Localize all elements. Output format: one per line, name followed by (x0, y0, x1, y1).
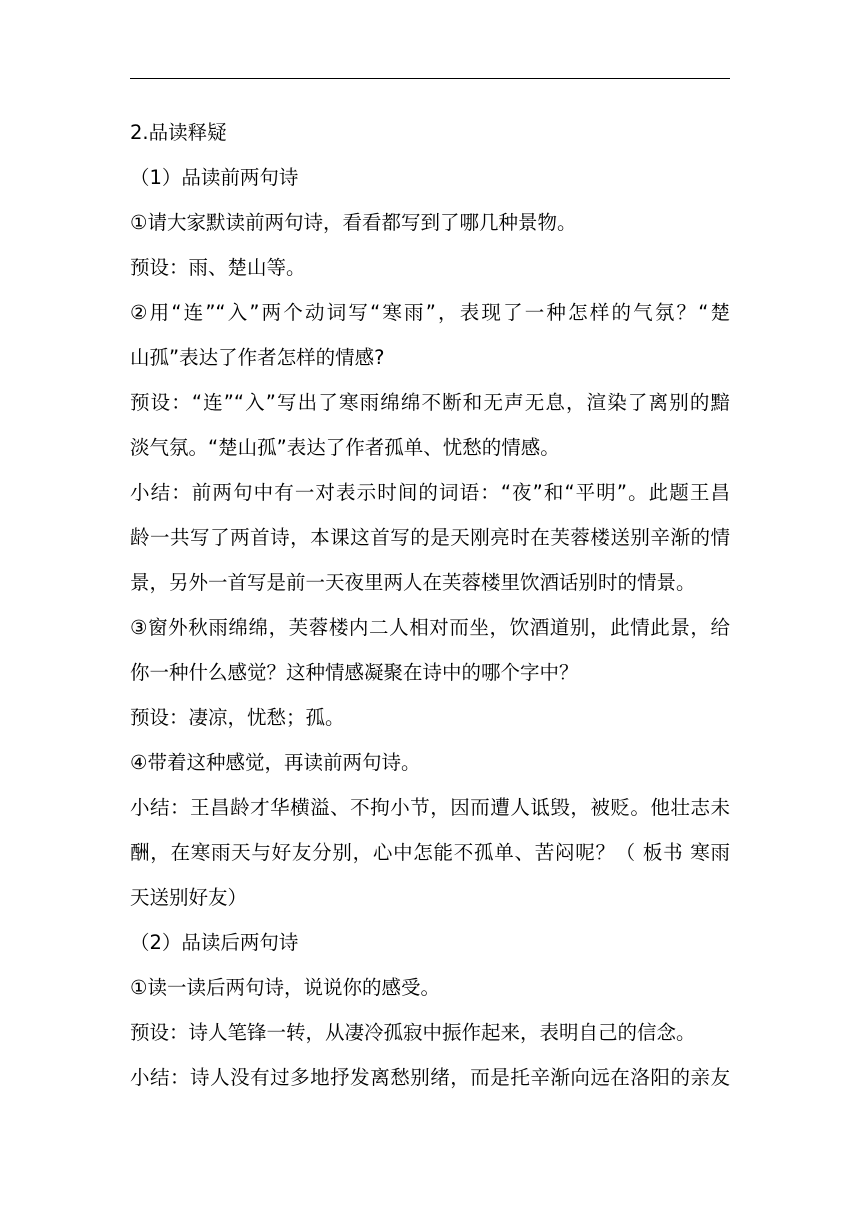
header-rule (130, 78, 730, 79)
paragraph-line: ①读一读后两句诗，说说你的感受。 (130, 976, 440, 999)
document-body (130, 110, 730, 1100)
paragraph-line: 龄一共写了两首诗，本课这首写的是天刚亮时在芙蓉楼送别辛渐的情 (130, 526, 730, 549)
paragraph-line: ②用“连”“入”两个动词写“寒雨”，表现了一种怎样的气氛？“楚 (130, 301, 730, 324)
paragraph-line: 小结：前两句中有一对表示时间的词语：“夜”和“平明”。此题王昌 (130, 481, 730, 504)
paragraph-line: 景，另外一首写是前一天夜里两人在芙蓉楼里饮酒话别时的情景。 (130, 571, 696, 594)
paragraph-line: 酬，在寒雨天与好友分别，心中怎能不孤单、苦闷呢？（ 板书 寒雨 (130, 841, 730, 864)
subsection-heading: （1）品读前两句诗 (130, 166, 299, 189)
paragraph-line: 小结：王昌龄才华横溢、不拘小节，因而遭人诋毁，被贬。他壮志未 (130, 796, 730, 819)
paragraph-line: ③窗外秋雨绵绵，芙蓉楼内二人相对而坐，饮酒道别，此情此景，给 (130, 616, 730, 639)
paragraph-line: 预设：凄凉，忧愁；孤。 (130, 706, 345, 729)
paragraph-line: 淡气氛。“楚山孤”表达了作者孤单、忧愁的情感。 (130, 436, 560, 459)
paragraph-line: ④带着这种感觉，再读前两句诗。 (130, 751, 421, 774)
section-heading: 2.品读释疑 (130, 121, 227, 144)
paragraph-line: ①请大家默读前两句诗，看看都写到了哪几种景物。 (130, 211, 577, 234)
paragraph-line: 预设：雨、楚山等。 (130, 256, 306, 279)
paragraph-line: 预设：“连”“入”写出了寒雨绵绵不断和无声无息，渲染了离别的黯 (130, 391, 730, 414)
subsection-heading: （2）品读后两句诗 (130, 931, 299, 954)
paragraph-line: 天送别好友） (130, 886, 248, 909)
paragraph-line: 预设：诗人笔锋一转，从凄冷孤寂中振作起来，表明自己的信念。 (130, 1021, 696, 1044)
paragraph-line: 小结：诗人没有过多地抒发离愁别绪，而是托辛渐向远在洛阳的亲友 (130, 1066, 730, 1089)
paragraph-line: 你一种什么感觉？这种情感凝聚在诗中的哪个字中？ (130, 661, 579, 684)
paragraph-line: 山孤”表达了作者怎样的情感? (130, 346, 385, 369)
